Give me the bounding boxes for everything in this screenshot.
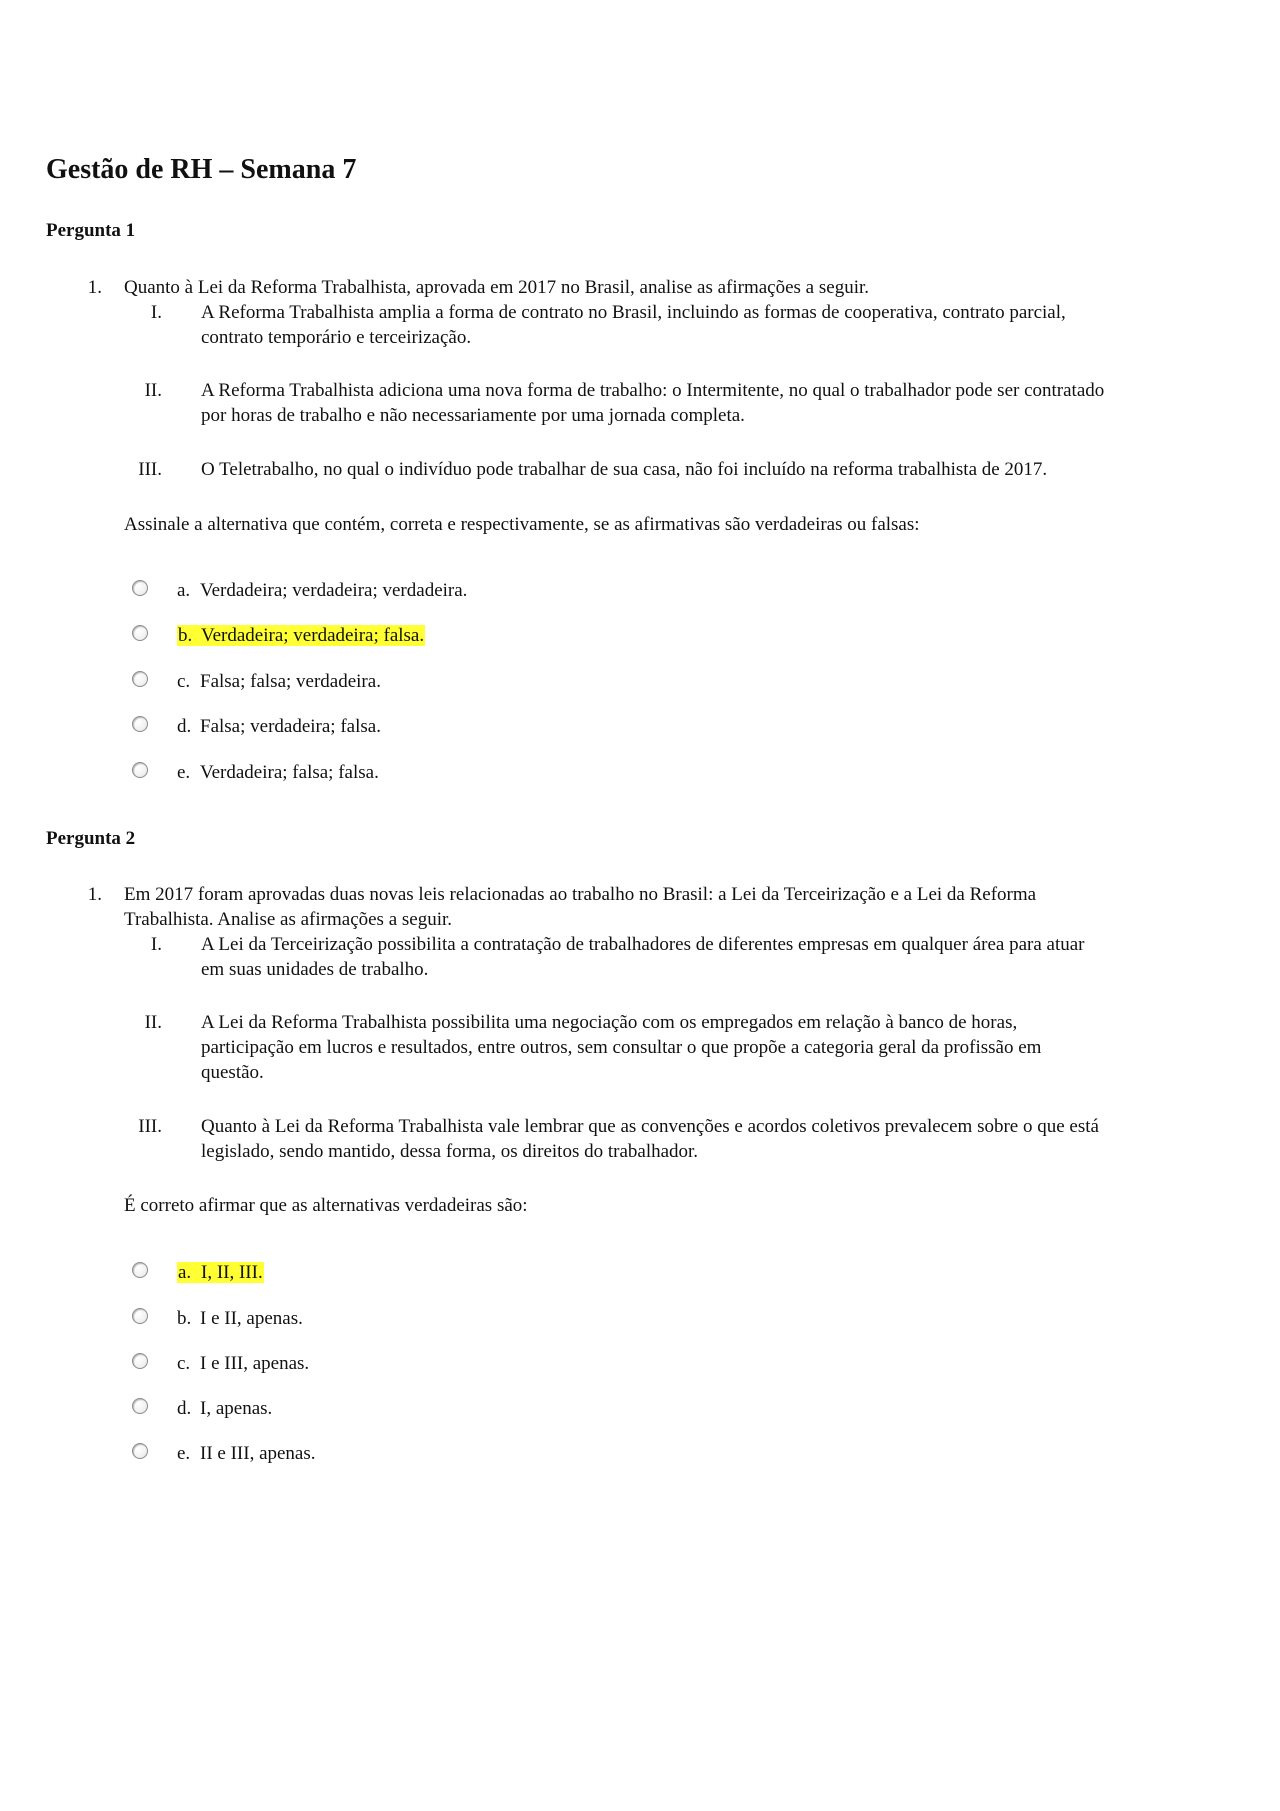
statement-line: em suas unidades de trabalho. [201,959,429,980]
statement-roman: I. [150,302,162,323]
statement-line: participação em lucros e resultados, entre outros, sem consultar o que propõe a categoria geral da profissão em [201,1037,1042,1058]
statement-line: A Lei da Reforma Trabalhista possibilita uma negociação com os empregados em relação à banco de horas, [201,1012,1018,1033]
option-label[interactable]: d. I, apenas. [177,1398,273,1419]
option-label[interactable]: a. Verdadeira; verdadeira; verdadeira. [177,580,468,601]
statement-roman: III. [138,459,162,480]
highlight-mark: a. I, II, III. [178,1262,263,1283]
statement-line: A Lei da Terceirização possibilita a contratação de trabalhadores de diferentes empresas em qualquer área para atuar [201,934,1085,955]
statement-line: A Reforma Trabalhista amplia a forma de contrato no Brasil, incluindo as formas de cooperativa, contrato parcial, [201,302,1066,323]
question-stem-line: Quanto à Lei da Reforma Trabalhista, aprovada em 2017 no Brasil, analise as afirmações a seguir. [124,277,869,298]
page-title: Gestão de RH – Semana 7 [46,154,357,185]
statement-roman: III. [138,1116,162,1137]
statement-line: A Reforma Trabalhista adiciona uma nova forma de trabalho: o Intermitente, no qual o trabalhador pode ser contratado [201,380,1105,401]
option-radio[interactable] [132,762,148,778]
question-number: 1. [87,884,102,905]
option-label[interactable]: e. Verdadeira; falsa; falsa. [177,762,379,783]
question-stem-line: Em 2017 foram aprovadas duas novas leis relacionadas ao trabalho no Brasil: a Lei da Terceirização e a Lei da Reforma [124,884,1037,905]
highlight-mark: b. Verdadeira; verdadeira; falsa. [178,625,425,646]
option-radio[interactable] [132,625,148,641]
statement-line: Quanto à Lei da Reforma Trabalhista vale lembrar que as convenções e acordos coletivos prevalecem sobre o que está [201,1116,1099,1137]
option-radio[interactable] [132,716,148,732]
question-prompt: Assinale a alternativa que contém, correta e respectivamente, se as afirmativas são verdadeiras ou falsas: [124,514,920,535]
option-label[interactable]: c. Falsa; falsa; verdadeira. [177,671,381,692]
statement-line: legislado, sendo mantido, dessa forma, os direitos do trabalhador. [201,1141,699,1162]
option-label-selected[interactable] [177,623,425,648]
statement-roman: II. [144,1012,162,1033]
option-radio[interactable] [132,1443,148,1459]
option-radio[interactable] [132,671,148,687]
statement-roman: I. [150,934,162,955]
option-radio[interactable] [132,1262,148,1278]
option-radio[interactable] [132,580,148,596]
statement-line: O Teletrabalho, no qual o indivíduo pode trabalhar de sua casa, não foi incluído na reforma trabalhista de 2017. [201,459,1048,480]
option-label[interactable]: b. I e II, apenas. [177,1308,303,1329]
option-label[interactable]: c. I e III, apenas. [177,1353,310,1374]
question-stem-line: Trabalhista. Analise as afirmações a seguir. [124,909,453,930]
option-label-selected[interactable] [177,1260,264,1285]
option-radio[interactable] [132,1398,148,1414]
statement-line: contrato temporário e terceirização. [201,327,472,348]
statement-line: por horas de trabalho e não necessariamente por uma jornada completa. [201,405,745,426]
question-heading: Pergunta 1 [46,220,136,241]
statement-line: questão. [201,1062,264,1083]
question-heading: Pergunta 2 [46,828,136,849]
option-label[interactable]: e. II e III, apenas. [177,1443,316,1464]
question-prompt: É correto afirmar que as alternativas verdadeiras são: [124,1195,528,1216]
statement-roman: II. [144,380,162,401]
option-label[interactable]: d. Falsa; verdadeira; falsa. [177,716,381,737]
option-radio[interactable] [132,1353,148,1369]
question-number: 1. [87,277,102,298]
option-radio[interactable] [132,1308,148,1324]
